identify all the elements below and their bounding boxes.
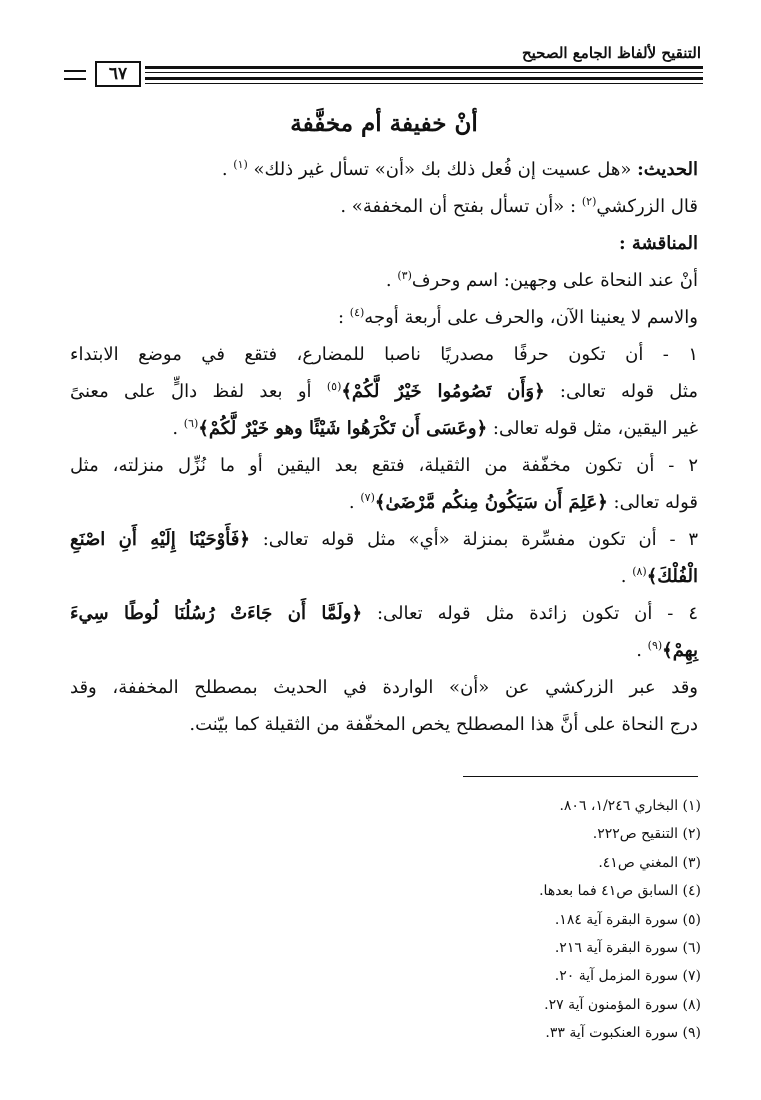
header-rule <box>145 72 703 73</box>
text-line <box>70 521 698 558</box>
text-line: ١ - أن تكون حرفًا مصدريًا ناصبا للمضارع، فتقع في موضع الابتداء <box>70 344 698 365</box>
text-line <box>70 595 698 632</box>
quran-verse: ﴿ولَمَّا أَن جَاءَتْ رُسُلُنَا لُوطًا سِيءَ <box>70 603 363 624</box>
zarkashi-prefix: قال الزركشي <box>596 196 698 217</box>
text-line: قوله تعالى: ﴿عَلِمَ أَن سَيَكُونُ مِنكُم مَّرْضَىٰ﴾$^{(٧)}$ . <box>348 491 698 513</box>
header-rule-left <box>64 78 86 80</box>
main-text <box>70 110 698 743</box>
text-line: الْفُلْكَ﴾$^{(٨)}$ . <box>620 565 698 587</box>
text-span: أنْ عند النحاة على وجهين: اسم وحرف <box>411 270 698 291</box>
quran-verse: الْفُلْكَ﴾ <box>646 566 698 587</box>
footnote: (٦) سورة البقرة آية ٢١٦. <box>554 940 701 957</box>
quran-verse: ﴿فَأَوْحَيْنَا إِلَيْهِ أَنِ اصْنَعِ <box>70 529 250 550</box>
text-span: ٣ - أن تكون مفسِّرة بمنزلة «أي» مثل قوله تعالى: <box>249 529 699 550</box>
footnote-ref: (٩) <box>647 639 663 652</box>
text-span: والاسم لا يعنينا الآن، والحرف على أربعة أوجه <box>364 307 698 328</box>
footnote: (٨) سورة المؤمنون آية ٢٧. <box>544 996 701 1013</box>
footnote: (٣) المغني ص٤١. <box>598 854 701 871</box>
footnote-separator <box>463 776 698 777</box>
footnote: (١) البخاري ١/٢٤٦، ٨٠٦. <box>559 798 701 814</box>
zarkashi-text: : «أن تسأل بفتح أن المخففة» . <box>340 196 582 217</box>
text-line: ٢ - أن تكون مخفّفة من الثقيلة، فتقع بعد اليقين أو ما نُزِّل منزلته، مثل <box>70 455 698 476</box>
text-line: غير اليقين، مثل قوله تعالى: ﴿وعَسَى أَن تَكْرَهُوا شَيْئًا وهو خَيْرٌ لَّكُمْ﴾$^{(٦)}$ . <box>172 417 698 439</box>
quran-verse: ﴿وَأَن تَصُومُوا خَيْرٌ لَّكُمْ﴾ <box>341 381 545 402</box>
text-span: أو بعد لفظ دالٍّ على معنىً <box>70 381 327 402</box>
quran-verse: ﴿وعَسَى أَن تَكْرَهُوا شَيْئًا وهو خَيْرٌ لَّكُمْ﴾ <box>198 418 488 439</box>
text-line: بِهِمْ﴾$^{(٩)}$ . <box>636 639 698 661</box>
footnote-ref: (٦) <box>183 417 199 430</box>
discussion-label: المناقشة : <box>618 233 698 254</box>
text-line: والاسم لا يعنينا الآن، والحرف على أربعة أوجه$^{(٤)}$ : <box>337 306 698 328</box>
footnote: (٥) سورة البقرة آية ١٨٤. <box>554 911 701 928</box>
footnotes <box>300 792 701 1048</box>
text-line: درج النحاة على أنَّ هذا المصطلح يخص المخفّفة من الثقيلة كما بيّنت. <box>189 714 698 735</box>
zarkashi-line <box>70 188 698 225</box>
section-title: أنْ خفيفة أم مخفَّفة <box>290 110 478 137</box>
footnote: (٩) سورة العنكبوت آية ٣٣. <box>545 1025 701 1042</box>
text-span: مثل قوله تعالى: <box>544 381 698 402</box>
quran-verse: ﴿عَلِمَ أَن سَيَكُونُ مِنكُم مَّرْضَىٰ﴾ <box>374 492 608 513</box>
text-span: قوله تعالى: <box>607 492 698 513</box>
header-rule <box>145 66 703 69</box>
quran-verse: بِهِمْ﴾ <box>662 640 698 661</box>
text-line <box>70 373 698 410</box>
hadith-label: الحديث: <box>637 159 698 180</box>
footnote: (٢) التنقيح ص٢٢٢. <box>592 826 701 843</box>
running-header-title: التنقيح لألفاظ الجامع الصحيح <box>521 44 701 62</box>
text-span: ٤ - أن تكون زائدة مثل قوله تعالى: <box>362 603 698 624</box>
header-rule <box>145 77 703 80</box>
footnote-ref: (٢) <box>581 195 597 208</box>
footnote-ref: (٣) <box>397 269 412 282</box>
footnote-ref: (٤) <box>349 306 365 319</box>
page-number: ٦٧ <box>95 61 141 87</box>
text-span: غير اليقين، مثل قوله تعالى: <box>487 418 698 439</box>
footnote: (٤) السابق ص٤١ فما بعدها. <box>539 883 701 900</box>
footnote-ref: (٨) <box>632 565 647 578</box>
footnote-ref: (١) <box>233 158 248 171</box>
header-rule-left <box>64 70 86 72</box>
text-line: وقد عبر الزركشي عن «أن» الواردة في الحديث بمصطلح المخففة، وقد <box>70 677 698 698</box>
footnote: (٧) سورة المزمل آية ٢٠. <box>554 968 701 985</box>
hadith-line: الحديث: «هل عسيت إن فُعل ذلك بك «أن» تسأل غير ذلك» $^{(١)}$ . <box>221 158 698 180</box>
header-rule <box>145 83 703 84</box>
text-line: أنْ عند النحاة على وجهين: اسم وحرف$^{(٣)}$ . <box>385 269 698 291</box>
footnote-ref: (٥) <box>326 380 342 393</box>
hadith-text: «هل عسيت إن فُعل ذلك بك «أن» تسأل غير ذلك» <box>247 159 638 180</box>
footnote-ref: (٧) <box>360 491 375 504</box>
